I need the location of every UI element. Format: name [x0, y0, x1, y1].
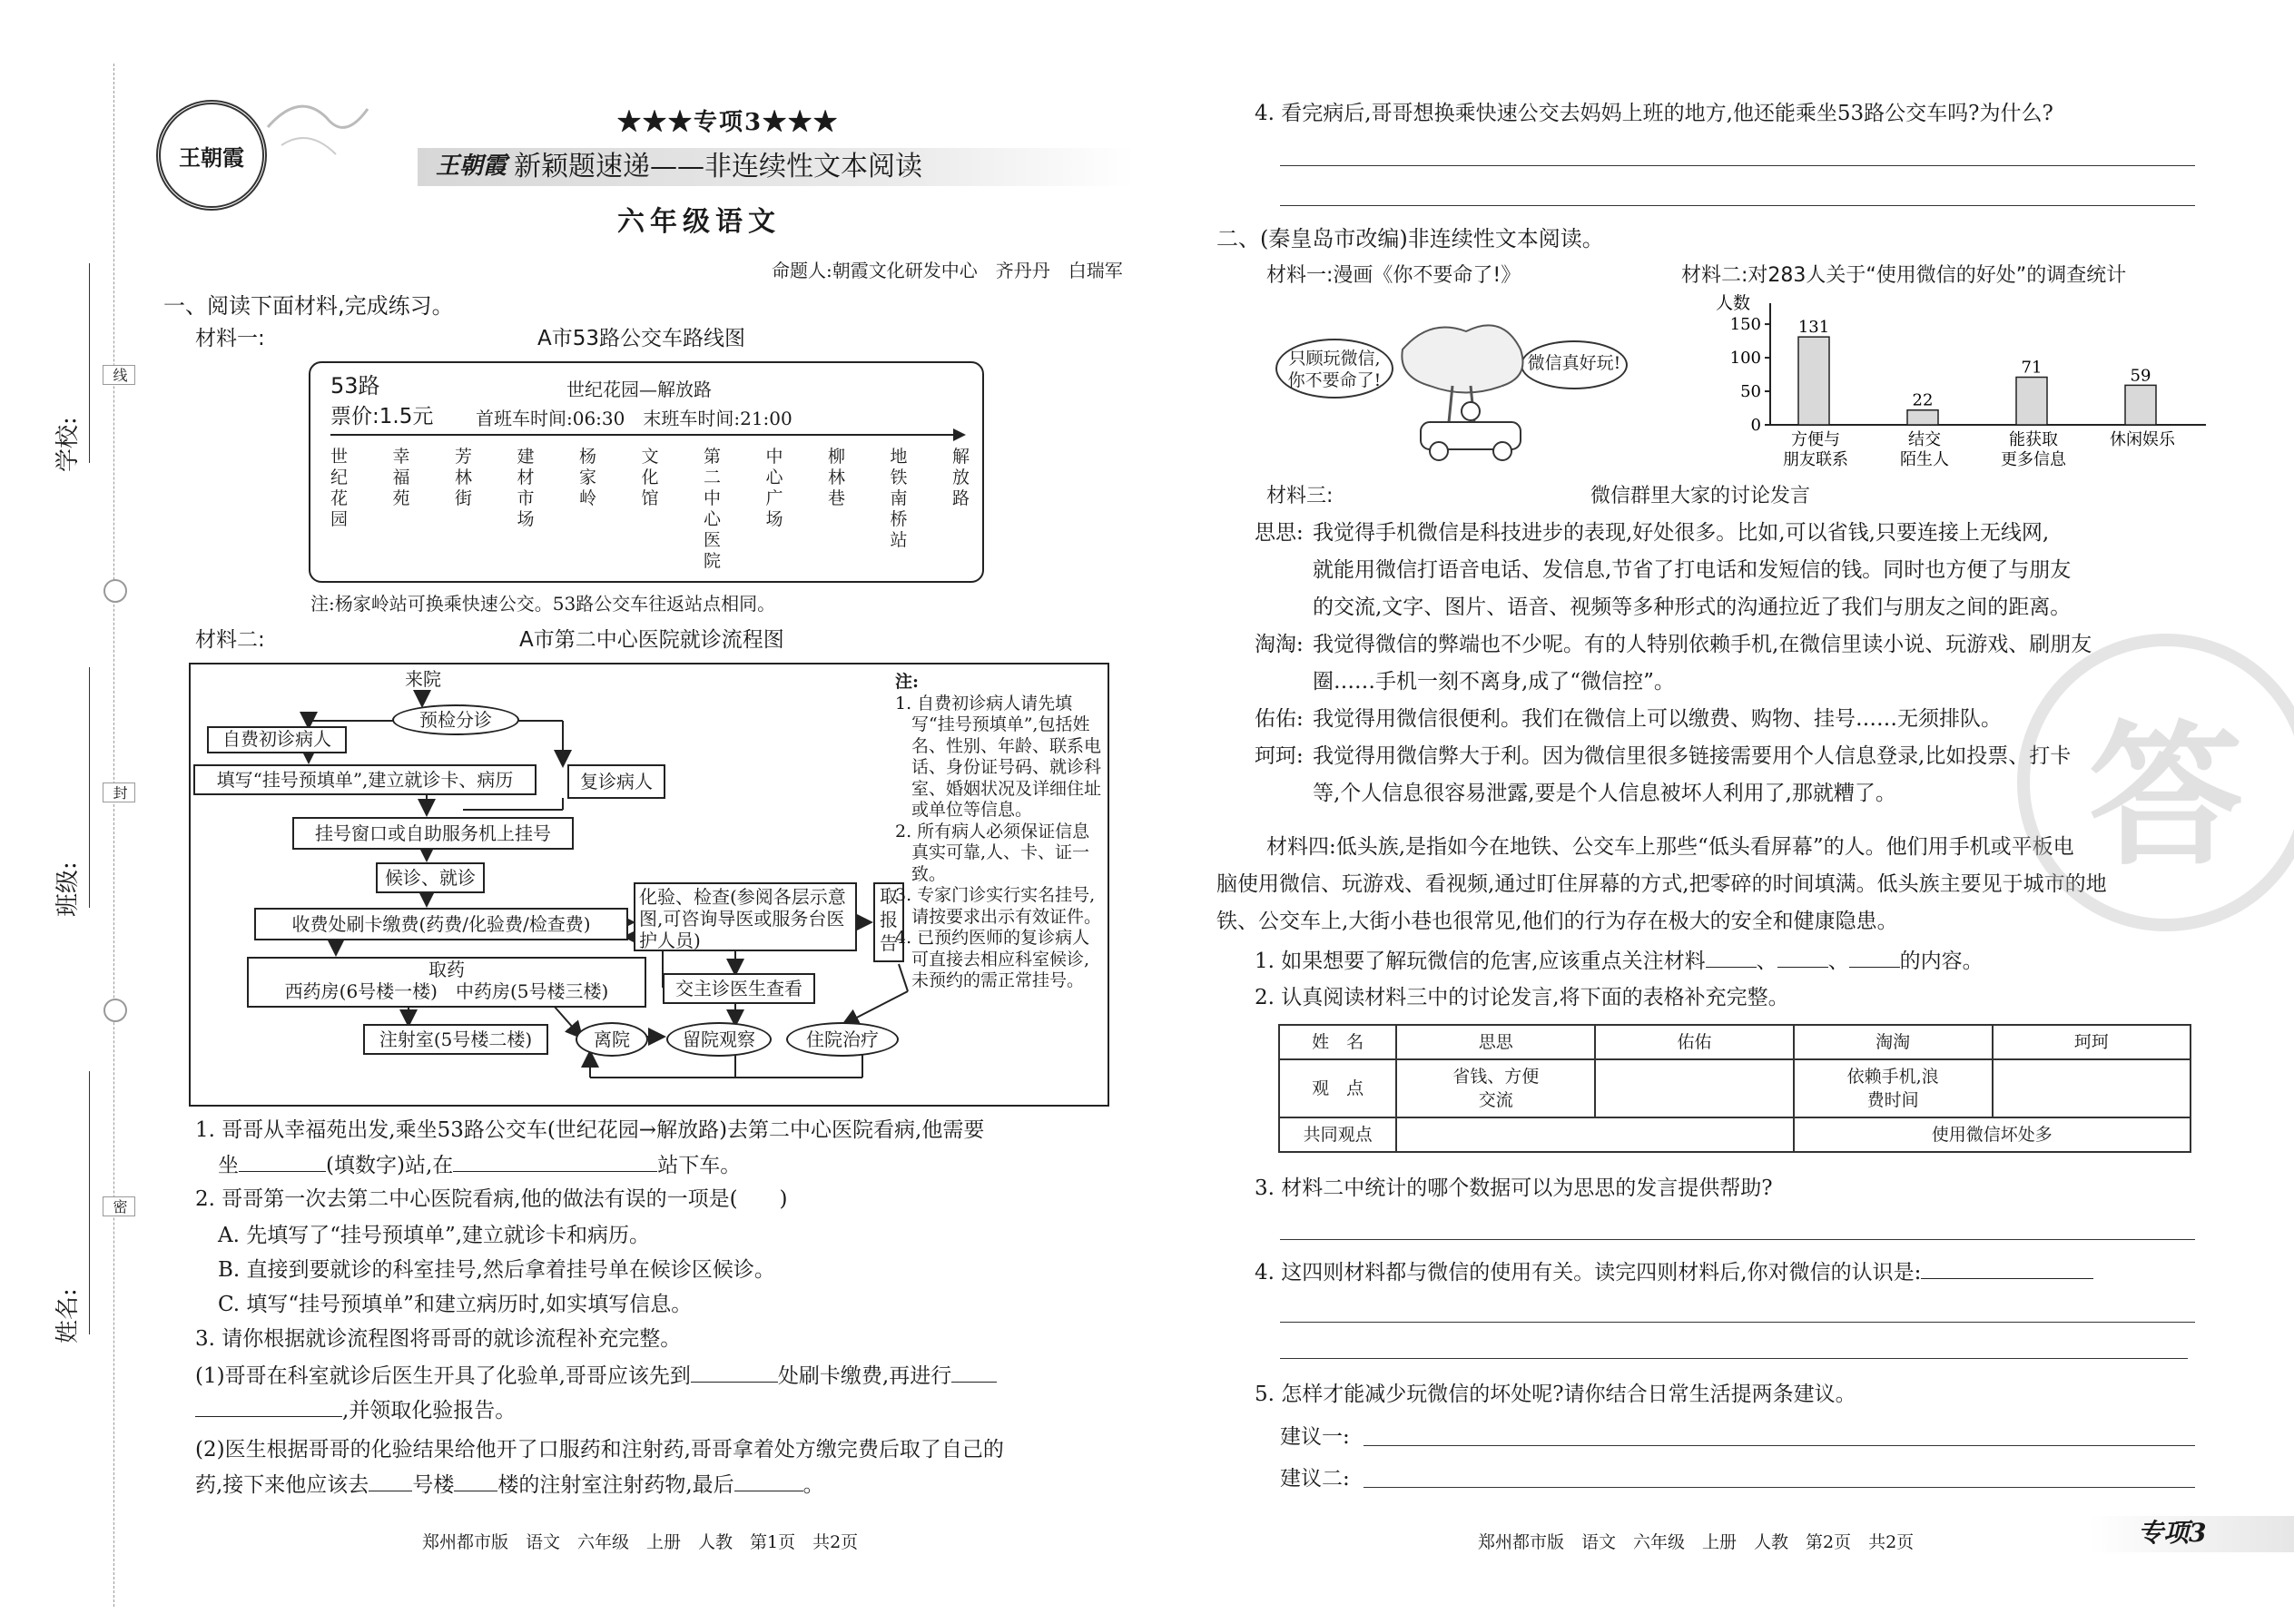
table-view-keke-blank[interactable]: [1993, 1059, 2191, 1117]
logo-text: 王朝霞: [179, 143, 244, 171]
flow-medicine: [247, 957, 646, 1008]
question-3: 3. 请你根据就诊流程图将哥哥的就诊流程补充完整。: [195, 1327, 682, 1351]
route-direction: 世纪花园—解放路: [566, 379, 712, 400]
chart-ylabel: 人数: [1716, 293, 1751, 313]
chart-data-label: 22: [1912, 390, 1934, 410]
cartoon-drawing: [1393, 313, 1530, 468]
speech-line: 等,个人信息很容易泄露,要是个人信息被坏人利用了,那就糟了。: [1313, 782, 1896, 805]
flow-medicine-title: 取药: [428, 959, 465, 980]
class-label: 班级:: [54, 861, 82, 917]
route-arrow-line: [330, 434, 957, 436]
material2-label: 材料二:: [195, 628, 265, 652]
class-line[interactable]: [89, 667, 90, 908]
table-header-view: 观 点: [1279, 1059, 1396, 1117]
material4-line: 铁、公交车上,大街小巷也很常见,他们的行为存在极大的安全和健康隐患。: [1216, 910, 1898, 933]
route-stop: 建材市场: [517, 447, 535, 529]
chart-y-tick-label: 50: [1740, 382, 1761, 402]
table-common-right: 使用微信坏处多: [1794, 1117, 2191, 1152]
answer-blank[interactable]: [239, 1151, 326, 1172]
footer-left: 郑州都市版 语文 六年级 上册 人教 第1页 共2页: [422, 1532, 859, 1552]
chart-data-label: 59: [2130, 366, 2151, 386]
flow-arrive: 来院: [401, 668, 445, 690]
suggestion-2-line[interactable]: [1364, 1487, 2195, 1488]
route-times: 首班车时间:06:30 末班车时间:21:00: [476, 408, 793, 429]
hospital-flowchart: [189, 663, 1109, 1107]
flow-fill-form: 填写“挂号预填单”,建立就诊卡、病历: [193, 764, 537, 795]
question-3-2-line2: 药,接下来他应该去 号楼 楼的注射室注射药物,最后 。: [195, 1471, 824, 1499]
flow-note-item: 1. 自费初诊病人请先填写“挂号预填单”,包括姓名、性别、年龄、联系电话、身份证号码、就诊科室、婚姻状况及详细住址或单位等信息。: [895, 693, 1102, 820]
material1-title: A市53路公交车路线图: [537, 327, 746, 350]
table-header-common: 共同观点: [1279, 1117, 1396, 1152]
suggestion-2-label: 建议二:: [1280, 1467, 1350, 1491]
route-stop: 柳林巷: [828, 447, 846, 508]
flow-triage: 预检分诊: [392, 704, 519, 735]
speech-line: 就能用微信打语音电话、发信息,节省了打电话和发短信的钱。同时也方便了与朋友: [1313, 558, 2072, 582]
flow-pay: 收费处刷卡缴费(药费/化验费/检查费): [254, 908, 628, 940]
question-2-option-b[interactable]: B. 直接到要就诊的科室挂号,然后拿着挂号单在候诊区候诊。: [218, 1258, 775, 1282]
speaker-name: 思思:: [1255, 521, 1304, 545]
answer-blank[interactable]: [951, 1362, 997, 1383]
route-stop: 地铁南桥站: [890, 447, 908, 550]
r-material3-title: 微信群里大家的讨论发言: [1590, 485, 1811, 507]
school-line[interactable]: [89, 263, 90, 463]
answer-line[interactable]: [1280, 1358, 2188, 1359]
corner-tag: 专项3: [2138, 1518, 2207, 1548]
answer-blank[interactable]: [195, 1396, 342, 1417]
question-1-line2: 坐 (填数字)站,在 站下车。: [218, 1151, 741, 1179]
r-material1-label: 材料一:漫画《你不要命了!》: [1266, 264, 1521, 287]
r-question-5: 5. 怎样才能减少玩微信的坏处呢?请你结合日常生活提两条建议。: [1255, 1383, 1856, 1406]
section2-heading: 二、(秦皇岛市改编)非连续性文本阅读。: [1216, 226, 1604, 251]
route-arrowhead: [953, 428, 966, 441]
bus-route-map: [309, 361, 984, 583]
series-label: ★★★专项3★★★: [617, 109, 840, 136]
r-material3-label: 材料三:: [1266, 485, 1334, 507]
r-question-3: 3. 材料二中统计的哪个数据可以为思思的发言提供帮助?: [1255, 1176, 1773, 1200]
r-question-4: 4. 这四则材料都与微信的使用有关。读完四则材料后,你对微信的认识是:: [1255, 1258, 2093, 1286]
route-stop: 世纪花园: [330, 447, 349, 529]
seal-dot: [103, 579, 127, 603]
table-name-keke: 珂珂: [1993, 1025, 2191, 1059]
chart-category-label: 休闲娱乐: [2110, 430, 2175, 449]
table-common-left-blank[interactable]: [1396, 1117, 1793, 1152]
answer-blank[interactable]: [1849, 947, 1900, 968]
flow-doctor-review: 交主诊医生查看: [663, 973, 815, 1004]
flow-hospital: 住院治疗: [786, 1022, 899, 1057]
binding-char-mi: 密: [103, 1196, 135, 1216]
speaker-name: 淘淘:: [1255, 633, 1304, 656]
flow-notes-title: 注:: [895, 672, 920, 692]
route-number: 53路: [330, 373, 380, 399]
material2-title: A市第二中心医院就诊流程图: [519, 628, 784, 652]
speech-line: 圈……手机一刻不离身,成了“微信控”。: [1313, 670, 1675, 694]
route-note: 注:杨家岭站可换乘快速公交。53路公交车往返站点相同。: [310, 593, 776, 615]
cartoon-bubble-left: 只顾玩微信,你不要命了!: [1275, 339, 1393, 399]
chart-bar: [1907, 410, 1938, 425]
question-2: 2. 哥哥第一次去第二中心医院看病,他的做法有误的一项是( ): [195, 1187, 788, 1211]
chart-category-label: 结交: [1908, 430, 1941, 449]
chart-category-label: 方便与: [1791, 430, 1840, 449]
speech-line: 我觉得手机微信是科技进步的表现,好处很多。比如,可以省钱,只要连接上无线网,: [1313, 521, 2050, 545]
binding-line: [113, 64, 114, 1607]
section1-heading: 一、阅读下面材料,完成练习。: [163, 293, 454, 319]
subject-title: 六年级语文: [617, 206, 781, 238]
ribbon-decoration: [263, 91, 372, 172]
answer-line[interactable]: [1280, 1239, 2195, 1240]
chart-bar: [1798, 337, 1829, 425]
speaker-name: 珂珂:: [1255, 744, 1304, 768]
chart-category-label: 朋友联系: [1783, 450, 1848, 469]
name-line[interactable]: [89, 1071, 90, 1334]
answer-blank[interactable]: [1777, 947, 1828, 968]
flow-return-visit: 复诊病人: [567, 764, 665, 799]
school-label: 学校:: [54, 417, 82, 472]
chart-y-tick-label: 100: [1729, 349, 1761, 369]
table-header-name: 姓 名: [1279, 1025, 1396, 1059]
question-3-1: (1)哥哥在科室就诊后医生开具了化验单,哥哥应该先到 处刷卡缴费,再进行: [195, 1362, 997, 1390]
speech-line: 我觉得微信的弊端也不少呢。有的人特别依赖手机,在微信里读小说、玩游戏、刷朋友: [1313, 633, 2092, 656]
route-stop: 芳林街: [455, 447, 473, 508]
flow-lab: 化验、检查(参阅各层示意图,可咨询导医或服务台医护人员): [634, 882, 857, 951]
answer-line[interactable]: [1280, 1322, 2195, 1323]
table-view-sisi: 省钱、方便交流: [1396, 1059, 1595, 1117]
route-stop: 文化馆: [641, 447, 659, 508]
route-stop: 解放路: [952, 447, 970, 508]
answer-blank[interactable]: [454, 1471, 497, 1491]
flow-medicine-detail: 西药房(6号楼一楼) 中药房(5号楼三楼): [284, 980, 609, 1002]
table-view-youyou-blank[interactable]: [1595, 1059, 1793, 1117]
flow-wait: 候诊、就诊: [376, 862, 485, 893]
table-name-taotao: 淘淘: [1794, 1025, 1993, 1059]
answer-blank[interactable]: [691, 1362, 778, 1383]
binding-char-xian: 线: [103, 365, 135, 385]
flow-first-visit: 自费初诊病人: [207, 726, 347, 753]
route-stop: 幸福苑: [392, 447, 410, 508]
answer-line[interactable]: [1280, 165, 2195, 166]
answer-blank[interactable]: [1921, 1258, 2093, 1279]
answer-blank[interactable]: [1706, 947, 1757, 968]
speaker-name: 佑佑:: [1255, 707, 1304, 731]
flow-register: 挂号窗口或自助服务机上挂号: [292, 817, 574, 850]
flow-notes: [895, 672, 1104, 992]
question-1: 1. 哥哥从幸福苑出发,乘坐53路公交车(世纪花园→解放路)去第二中心医院看病,他需要: [195, 1118, 985, 1142]
table-name-sisi: 思思: [1396, 1025, 1595, 1059]
brand-cursive: 王朝霞: [436, 153, 507, 180]
route-stop: 杨家岭: [579, 447, 597, 508]
main-title: 新颖题速递——非连续性文本阅读: [514, 151, 922, 182]
cartoon: [1275, 304, 1620, 468]
question-2-option-a[interactable]: A. 先填写了“挂号预填单”,建立就诊卡和病历。: [218, 1224, 651, 1247]
survey-bar-chart: [1707, 289, 2215, 484]
chart-category-label: 更多信息: [2001, 450, 2066, 469]
flow-observe: 留院观察: [666, 1022, 772, 1057]
seal-dot: [103, 999, 127, 1022]
speech-line: 我觉得用微信弊大于利。因为微信里很多链接需要用个人信息登录,比如投票、打卡: [1313, 744, 2072, 768]
chart-y-tick-label: 0: [1750, 416, 1761, 435]
binding-char-feng: 封: [103, 782, 135, 802]
material4-line: 材料四:低头族,是指如今在地铁、公交车上那些“低头看屏幕”的人。他们用手机或平板电: [1266, 835, 2074, 859]
chart-bar: [2016, 378, 2047, 425]
flow-report: 取报告: [873, 882, 904, 962]
table-view-taotao: 依赖手机,浪费时间: [1794, 1059, 1993, 1117]
route-stop: 第二中心医院: [704, 447, 722, 571]
suggestion-1-label: 建议一:: [1280, 1425, 1350, 1449]
speech-line: 我觉得用微信很便利。我们在微信上可以缴费、购物、挂号……无须排队。: [1313, 707, 2002, 731]
authors: 命题人:朝霞文化研发中心 齐丹丹 白瑞军: [772, 260, 1123, 281]
flow-note-item: 4. 已预约医师的复诊病人可直接去相应科室候诊,未预约的需正常挂号。: [895, 928, 1090, 990]
route-fare: 票价:1.5元: [330, 405, 434, 428]
flow-note-item: 2. 所有病人必须保证信息真实可靠,人、卡、证一致。: [895, 821, 1090, 884]
speech-line: 的交流,文字、图片、语音、视频等多种形式的沟通拉近了我们与朋友之间的距离。: [1313, 595, 2072, 619]
answer-line[interactable]: [1280, 205, 2195, 206]
opinion-table: [1278, 1024, 2191, 1153]
cartoon-bubble-right: 微信真好玩!: [1521, 340, 1628, 389]
question-3-2: (2)医生根据哥哥的化验结果给他开了口服药和注射药,哥哥拿着处方缴完费后取了自己的: [195, 1438, 1004, 1462]
chart-category-label: 能获取: [2009, 430, 2058, 449]
chart-data-label: 131: [1797, 318, 1830, 338]
question-3-1-line2: ,并领取化验报告。: [195, 1396, 516, 1424]
answer-blank[interactable]: [453, 1151, 657, 1172]
question-2-option-c[interactable]: C. 填写“挂号预填单”和建立病历时,如实填写信息。: [218, 1293, 693, 1316]
flow-injection: 注射室(5号楼二楼): [363, 1024, 548, 1055]
answer-blank[interactable]: [369, 1471, 412, 1491]
material1-label: 材料一:: [195, 327, 265, 350]
chart-bar: [2125, 385, 2156, 425]
chart-data-label: 71: [2021, 358, 2043, 378]
chart-y-tick-label: 150: [1729, 315, 1761, 335]
r-material2-label: 材料二:对283人关于“使用微信的好处”的调查统计: [1681, 264, 2127, 287]
logo-seal: [156, 100, 267, 211]
table-name-youyou: 佑佑: [1595, 1025, 1793, 1059]
flow-leave: 离院: [576, 1022, 648, 1057]
route-stop: 中心广场: [765, 447, 783, 529]
material4-line: 脑使用微信、玩游戏、看视频,通过盯住屏幕的方式,把零碎的时间填满。低头族主要见于城市的地: [1216, 872, 2107, 896]
suggestion-1-line[interactable]: [1364, 1445, 2195, 1446]
r-question-1: 1. 如果想要了解玩微信的危害,应该重点关注材料 、 、 的内容。: [1255, 947, 1984, 975]
name-label: 姓名:: [54, 1288, 82, 1343]
r-question-2: 2. 认真阅读材料三中的讨论发言,将下面的表格补充完整。: [1255, 986, 1789, 1009]
flow-note-item: 3. 专家门诊实行实名挂号,请按要求出示有效证件。: [895, 885, 1102, 927]
watermark-text: 答: [2088, 704, 2243, 887]
question-4: 4. 看完病后,哥哥想换乘快速公交去妈妈上班的地方,他还能乘坐53路公交车吗?为什么?: [1255, 102, 2053, 125]
answer-blank[interactable]: [734, 1471, 803, 1491]
chart-category-label: 陌生人: [1900, 450, 1949, 469]
footer-right: 郑州都市版 语文 六年级 上册 人教 第2页 共2页: [1478, 1532, 1915, 1552]
